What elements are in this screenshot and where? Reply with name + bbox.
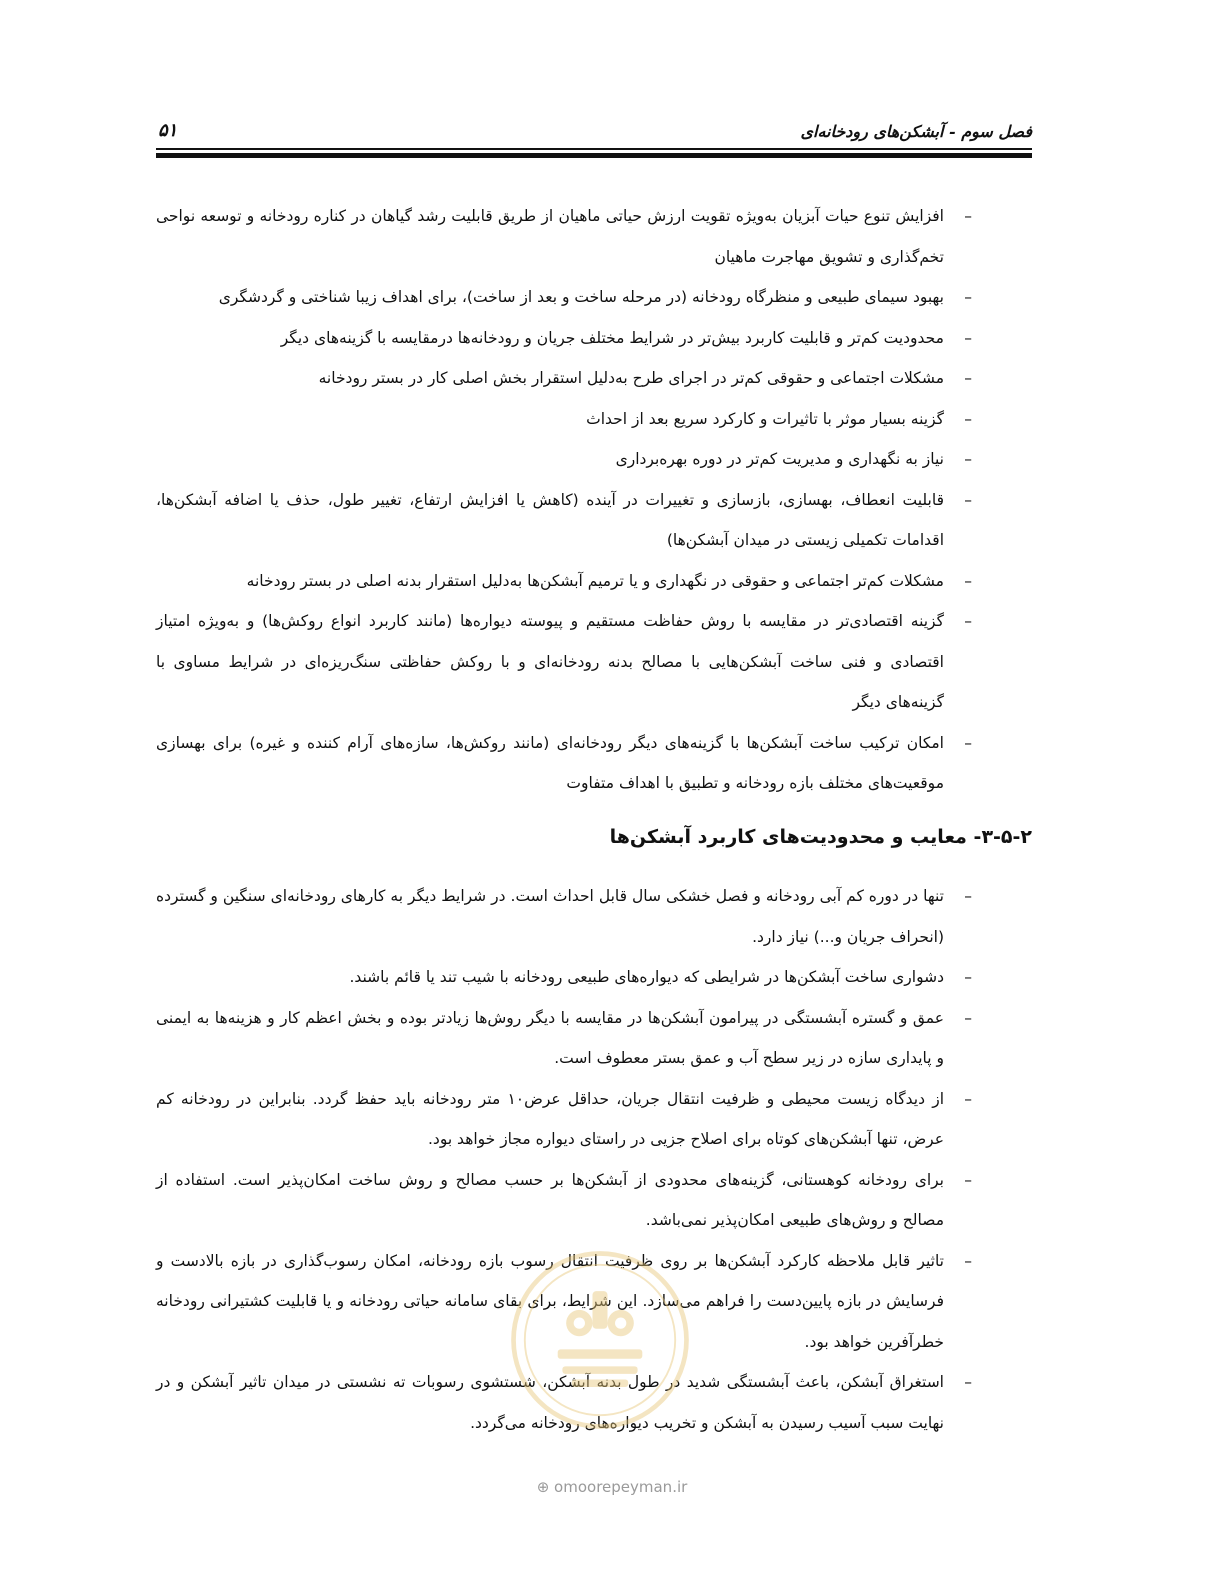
bullet-dash: – bbox=[964, 409, 972, 428]
list-item-text: مشکلات کم‌تر اجتماعی و حقوقی در نگهداری و یا ترمیم آبشکن‌ها به‌دلیل استقرار بدنه اصلی در بستر رودخانه bbox=[246, 571, 944, 590]
bullet-dash: – bbox=[964, 207, 972, 225]
list-item-text: عمق و گستره آبشستگی در پیرامون آبشکن‌ها در مقایسه با دیگر روش‌ها زیادتر بوده و بخش اعظم کار و هزینه‌ها به ایمنی و پایداری سازه در زیر سطح آب و عمق بستر معطوف است. bbox=[156, 1008, 944, 1067]
list-item bbox=[156, 957, 974, 998]
list-item bbox=[156, 480, 974, 561]
bullet-dash: – bbox=[964, 612, 972, 630]
globe-icon: ⊕ bbox=[536, 1478, 550, 1496]
bullet-dash: – bbox=[964, 450, 972, 468]
bullet-dash: – bbox=[964, 288, 972, 306]
advantages-list bbox=[156, 196, 974, 804]
omoore-peyman-seal-icon bbox=[506, 1246, 694, 1434]
list-item-text: امکان ترکیب ساخت آبشکن‌ها با گزینه‌های دیگر رودخانه‌ای (مانند روکش‌ها، سازه‌های آرام کننده و غیره) برای بهسازی موقعیت‌های مختلف بازه رودخانه و تطبیق با اهداف متفاوت bbox=[156, 733, 944, 792]
list-item bbox=[156, 358, 974, 399]
list-item-text: مشکلات اجتماعی و حقوقی کم‌تر در اجرای طرح به‌دلیل استقرار بخش اصلی کار در بستر رودخانه bbox=[318, 369, 944, 387]
list-item-text: استغراق آبشکن، باعث آبشستگی شدید در طول بدنه آبشکن، شستشوی رسوبات ته نشستی در میدان تاثیر آبشکن و در نهایت سبب آسیب رسیدن به آبشکن و تخریب دیواره‌های رودخانه می‌گردد. bbox=[156, 1373, 944, 1432]
list-item bbox=[156, 601, 974, 723]
chapter-title: فصل سوم - آبشکن‌های رودخانه‌ای bbox=[800, 122, 1032, 141]
header-rule-thick bbox=[156, 153, 1032, 158]
list-item-text: دشواری ساخت آبشکن‌ها در شرایطی که دیواره‌های طبیعی رودخانه با شیب تند یا قائم باشند. bbox=[349, 968, 944, 986]
header-rule-thin bbox=[156, 148, 1032, 150]
list-item-text: نیاز به نگهداری و مدیریت کم‌تر در دوره بهره‌برداری bbox=[615, 450, 944, 468]
list-item-text: بهبود سیمای طبیعی و منظرگاه رودخانه (در مرحله ساخت و بعد از ساخت)، برای اهداف زیبا شناختی و گردشگری bbox=[218, 288, 944, 306]
list-item-text: قابلیت انعطاف، بهسازی، بازسازی و تغییرات در آینده (کاهش یا افزایش ارتفاع، تغییر طول، حذف یا اضافه آبشکن‌ها، اقدامات تکمیلی زیستی در میدان آبشکن‌ها) bbox=[156, 490, 944, 549]
page-header bbox=[156, 118, 1032, 148]
bullet-dash: – bbox=[964, 1170, 972, 1189]
watermark-site-text: omoorepeyman.ir bbox=[554, 1478, 688, 1496]
list-item-text: گزینه اقتصادی‌تر در مقایسه با روش حفاظت مستقیم و پیوسته دیواره‌ها (مانند کاربرد انواع روکش‌ها) و به‌ویژه امتیاز اقتصادی و فنی ساخت آبشکن‌هایی با مصالح بدنه رودخانه‌ای و با روکش حفاظتی سنگ‌ریزه‌ای در شرایط مساوی با گزینه‌های دیگر bbox=[156, 612, 944, 711]
list-item-text: گزینه بسیار موثر با تاثیرات و کارکرد سریع بعد از احداث bbox=[586, 409, 944, 428]
bullet-dash: – bbox=[964, 490, 972, 509]
list-item-text: تاثیر قابل ملاحظه کارکرد آبشکن‌ها بر روی ظرفیت انتقال رسوب بازه رودخانه، امکان رسوب‌گذاری در بازه بالادست و فرسایش در بازه پایین‌دست را فراهم می‌سازد. این شرایط، برای بقای سامانه حیاتی رودخانه و یا قابلیت کشتیرانی رودخانه خطرآفرین خواهد بود. bbox=[156, 1251, 944, 1351]
list-item bbox=[156, 876, 974, 957]
list-item bbox=[156, 196, 974, 277]
list-item bbox=[156, 1079, 974, 1160]
bullet-dash: – bbox=[964, 1089, 972, 1108]
watermark-site bbox=[0, 1478, 1224, 1496]
bullet-dash: – bbox=[964, 968, 972, 986]
list-item bbox=[156, 277, 974, 318]
section-heading: ۳-۵-۲- معایب و محدودیت‌های کاربرد آبشکن‌ها bbox=[609, 826, 1032, 848]
bullet-dash: – bbox=[964, 887, 972, 905]
bullet-dash: – bbox=[964, 369, 972, 387]
list-item-text: محدودیت کم‌تر و قابلیت کاربرد بیش‌تر در شرایط مختلف جریان و رودخانه‌ها درمقایسه با گزینه‌های دیگر bbox=[280, 328, 944, 347]
list-item bbox=[156, 723, 974, 804]
list-item-text: از دیدگاه زیست محیطی و ظرفیت انتقال جریان، حداقل عرض۱۰ متر رودخانه باید حفظ گردد. بنابراین در رودخانه کم عرض، تنها آبشکن‌های کوتاه برای اصلاح جزیی در راستای دیواره مجاز خواهد بود. bbox=[156, 1089, 944, 1148]
list-item-text: تنها در دوره کم آبی رودخانه و فصل خشکی سال قابل احداث است. در شرایط دیگر به کارهای رودخانه‌ای سنگین و گسترده (انحراف جریان و...) نیاز دارد. bbox=[156, 887, 944, 946]
bullet-dash: – bbox=[964, 571, 972, 590]
bullet-dash: – bbox=[964, 328, 972, 347]
list-item-text: برای رودخانه کوهستانی، گزینه‌های محدودی از آبشکن‌ها بر حسب مصالح و روش ساخت امکان‌پذیر است. استفاده از مصالح و روش‌های طبیعی امکان‌پذیر نمی‌باشد. bbox=[156, 1170, 944, 1229]
bullet-dash: – bbox=[964, 1373, 972, 1391]
list-item bbox=[156, 998, 974, 1079]
bullet-dash: – bbox=[964, 733, 972, 752]
list-item bbox=[156, 1160, 974, 1241]
bullet-dash: – bbox=[964, 1251, 972, 1270]
bullet-dash: – bbox=[964, 1008, 972, 1027]
list-item bbox=[156, 439, 974, 480]
list-item bbox=[156, 561, 974, 602]
page-number: ۵۱ bbox=[158, 120, 178, 141]
advantages-section bbox=[156, 196, 974, 804]
list-item bbox=[156, 318, 974, 359]
list-item bbox=[156, 399, 974, 440]
list-item-text: افزایش تنوع حیات آبزیان به‌ویژه تقویت ارزش حیاتی ماهیان از طریق قابلیت رشد گیاهان در کناره رودخانه و توسعه نواحی تخم‌گذاری و تشویق مهاجرت ماهیان bbox=[156, 207, 944, 266]
